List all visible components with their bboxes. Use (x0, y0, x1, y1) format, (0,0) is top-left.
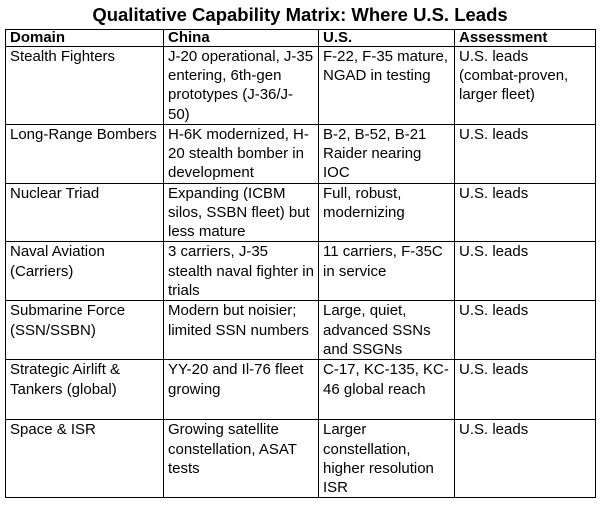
cell-domain: Stealth Fighters (6, 47, 164, 125)
header-domain: Domain (6, 30, 164, 47)
cell-us: B-2, B-52, B-21 Raider nearing IOC (319, 124, 455, 183)
cell-assessment: U.S. leads (455, 183, 596, 242)
cell-us: Larger constellation, higher resolution ISR (319, 420, 455, 498)
table-row (6, 301, 596, 360)
cell-china: Growing satellite constellation, ASAT tests (164, 420, 319, 498)
cell-us: F-22, F-35 mature, NGAD in testing (319, 47, 455, 125)
table-row (6, 360, 596, 420)
table-row (6, 47, 596, 125)
cell-china: Modern but noisier; limited SSN numbers (164, 301, 319, 360)
table-row (6, 124, 596, 183)
cell-us: Full, robust, modernizing (319, 183, 455, 242)
cell-us: Large, quiet, advanced SSNs and SSGNs (319, 301, 455, 360)
header-china: China (164, 30, 319, 47)
cell-assessment: U.S. leads (combat-proven, larger fleet) (455, 47, 596, 125)
cell-china: Expanding (ICBM silos, SSBN fleet) but less mature (164, 183, 319, 242)
cell-domain: Nuclear Triad (6, 183, 164, 242)
table-row (6, 183, 596, 242)
capability-matrix-table (5, 29, 596, 498)
cell-domain: Space & ISR (6, 420, 164, 498)
cell-assessment: U.S. leads (455, 301, 596, 360)
cell-us: 11 carriers, F-35C in service (319, 242, 455, 301)
cell-assessment: U.S. leads (455, 420, 596, 498)
header-assessment: Assessment (455, 30, 596, 47)
matrix-title: Qualitative Capability Matrix: Where U.S. Leads (92, 4, 508, 25)
cell-china: J-20 operational, J-35 entering, 6th-gen prototypes (J-36/J-50) (164, 47, 319, 125)
header-row (6, 30, 596, 47)
cell-china: 3 carriers, J-35 stealth naval fighter in trials (164, 242, 319, 301)
cell-assessment: U.S. leads (455, 124, 596, 183)
table-row (6, 242, 596, 301)
cell-china: H-6K modernized, H-20 stealth bomber in development (164, 124, 319, 183)
table-row (6, 420, 596, 498)
cell-domain: Long-Range Bombers (6, 124, 164, 183)
cell-china: YY-20 and Il-76 fleet growing (164, 360, 319, 420)
cell-assessment: U.S. leads (455, 242, 596, 301)
cell-assessment: U.S. leads (455, 360, 596, 420)
cell-domain: Strategic Airlift & Tankers (global) (6, 360, 164, 420)
cell-domain: Submarine Force (SSN/SSBN) (6, 301, 164, 360)
cell-domain: Naval Aviation (Carriers) (6, 242, 164, 301)
cell-us: C-17, KC-135, KC-46 global reach (319, 360, 455, 420)
header-us: U.S. (319, 30, 455, 47)
